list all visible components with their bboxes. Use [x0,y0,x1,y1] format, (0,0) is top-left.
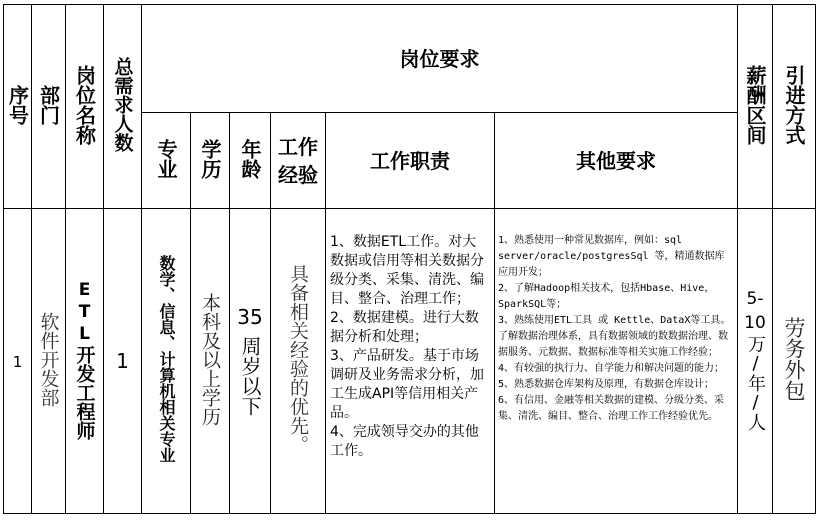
cell-education: 本科及以上学历 [191,209,230,514]
header-education: 学历 [191,113,230,209]
cell-experience: 具备相关经验的优先。 [271,209,326,514]
header-seq: 序号 [4,5,32,209]
other-item: 2、了解Hadoop相关技术，包括Hbase、Hive，SparkSQL等； [498,283,715,310]
other-item: 1、熟悉使用一种常见数据库，例如：sql server/oracle/postgresSql 等，精通数据库应用开发； [498,235,725,278]
header-experience: 工作经验 [271,113,326,209]
header-major: 专业 [142,113,191,209]
cell-other-requirements [495,209,738,514]
cell-seq: 1 [4,209,32,514]
duty-item: 1、数据ETL工作。对大数据或信用等相关数据分级分类、采集、清洗、编目、整合、治理工作； [330,234,484,307]
cell-dept: 软件开发部 [32,209,66,514]
header-title: 岗位名称 [66,5,104,209]
header-method: 引进方式 [773,5,816,209]
cell-major: 数学、信息、计算机相关专业 [142,209,191,514]
cell-duties [326,209,495,514]
cell-age: 35 周岁以下 [230,209,271,514]
other-item: 3、熟练使用ETL工具 或 Kettle、DataX等工具。了解数据治理体系，具有数据领域的数数据治理、数据服务、元数据、数据标准等相关实施工作经验； [498,315,731,358]
duty-item: 4、完成领导交办的其他工作。 [330,424,479,459]
duty-item: 3、产品研发。基于市场调研及业务需求分析，加工生成API等信用相关产品。 [330,348,484,421]
header-dept: 部门 [32,5,66,209]
duty-item: 2、数据建模。进行大数据分析和处理； [330,310,479,345]
cell-method: 劳务外包 [773,209,816,514]
header-requirements: 岗位要求 [142,5,738,113]
header-other: 其他要求 [495,113,738,209]
other-item: 5、熟悉数据仓库架构及原理，有数据仓库设计； [498,379,715,390]
header-age: 年龄 [230,113,271,209]
header-headcount: 总需求人数 [104,5,142,209]
cell-headcount: 1 [104,209,142,514]
header-duties: 工作职责 [326,113,495,209]
cell-salary: 5-10 万/年/人 [738,209,773,514]
cell-title: ETL 开发工程师 [66,209,104,514]
other-item: 4、有较强的执行力、自学能力和解决问题的能力； [498,363,725,374]
header-salary: 薪酬区间 [738,5,773,209]
other-item: 6、有信用、金融等相关数据的建模、分级分类、采集、清洗、编目、整合、治理工作工作经验优先。 [498,395,725,422]
job-requirements-table [3,4,816,514]
